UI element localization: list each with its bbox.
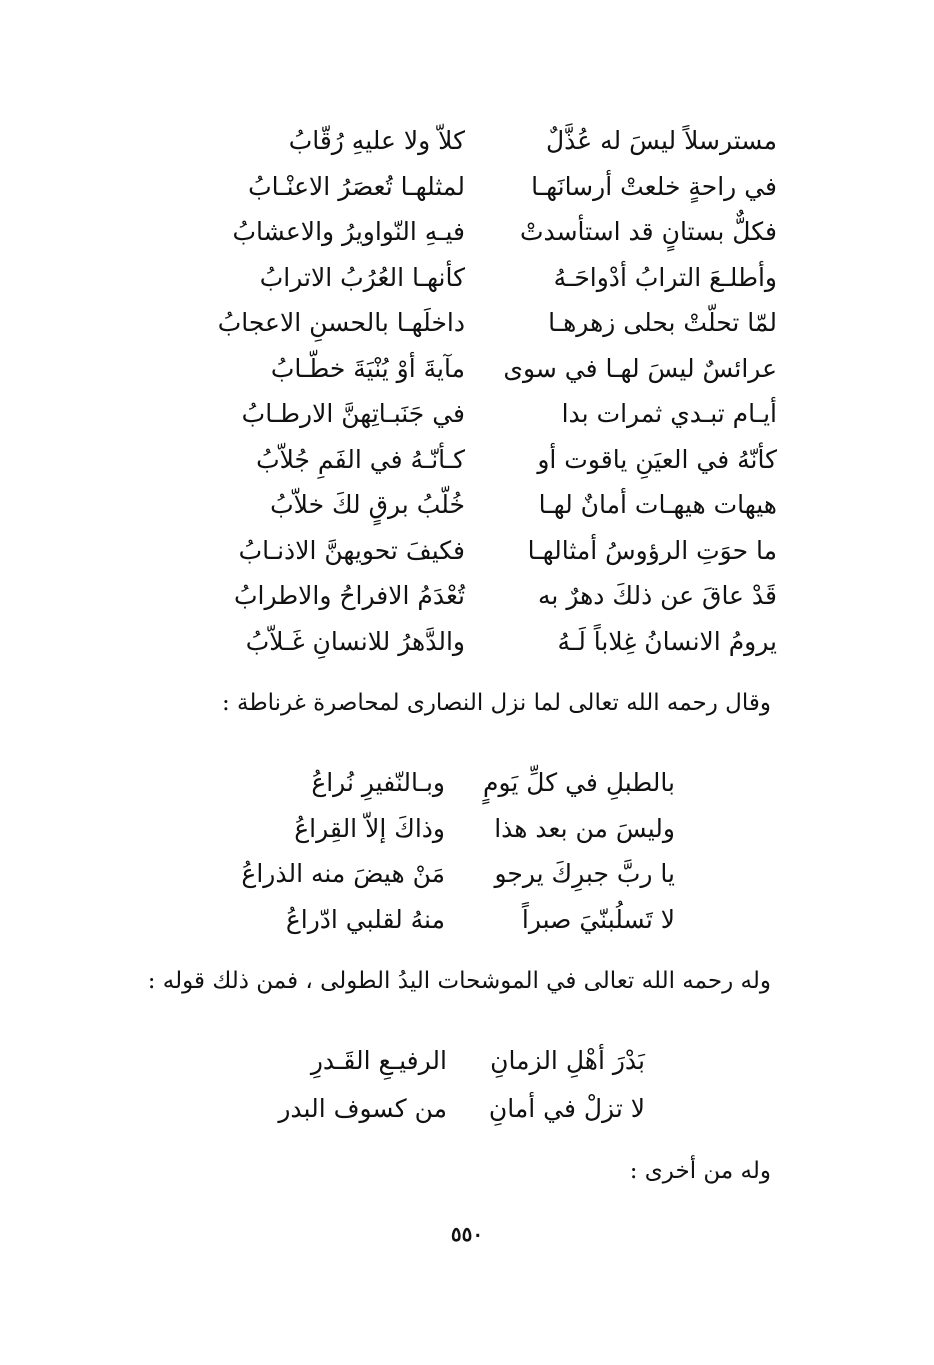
verse-line [150,300,777,346]
verse-second-hemistich: تُعْدَمُ الافراحُ والاطرابُ [234,581,465,610]
verse-line [235,897,675,943]
verse-first-hemistich: هيهات هيهـات أمانٌ لهـا [538,490,777,519]
poem-intro-another: وله من أخرى : [629,1158,771,1184]
verse-first-hemistich: بَدْرَ أهْلِ الزمانِ [490,1046,645,1075]
verse-second-hemistich: لمثلهـا تُعصَرُ الاعنْـابُ [248,171,465,201]
verse-first-hemistich: قَدْ عاقَ عن ذلكَ دهرٌ به [538,581,777,610]
poem-intro-muwashshahat: وله رحمه الله تعالى في الموشحات اليدُ الطولى ، فمن ذلك قوله : [147,968,771,994]
verse-line [150,209,777,255]
verse-second-hemistich: كلاّ ولا عليهِ رُقّابُ [288,126,465,155]
poem-main [150,118,777,664]
verse-second-hemistich: من كسوف البدر [278,1094,447,1123]
page-number: ٥٥٠ [450,1222,484,1246]
verse-line [150,391,777,437]
verse-second-hemistich: منهُ لقلبي ادّراعُ [285,904,445,934]
verse-first-hemistich: في راحةٍ خلعتْ أرسانَهـا [531,171,777,201]
verse-line [150,255,777,301]
verse-first-hemistich: فكلٌّ بستانٍ قد استأسدتْ [519,217,777,246]
verse-line [150,528,777,574]
verse-second-hemistich: وبـالنّفيرِ نُراعُ [311,768,445,797]
poem-muwashshah [270,1037,645,1133]
verse-line [150,164,777,210]
verse-first-hemistich: لمّا تحلّتْ بحلى زهرهـا [548,308,777,337]
verse-first-hemistich: مسترسلاً ليسَ له عُذَّلٌ [546,126,777,155]
verse-first-hemistich: بالطبلِ في كلِّ يَومٍ [483,768,675,797]
verse-second-hemistich: في جَنَبـاتِهنَّ الارطـابُ [241,399,465,428]
verse-line [150,346,777,392]
verse-second-hemistich: كأنهـا العُرُبُ الاترابُ [259,262,465,292]
verse-second-hemistich: فكيفَ تحويهنَّ الاذنـابُ [238,535,465,565]
verse-second-hemistich: وذاكَ إلاّ القِراعُ [294,813,445,843]
verse-second-hemistich: مآيةَ أوْ يُنْيَةَ خطّـابُ [270,353,465,383]
verse-line [270,1085,645,1133]
verse-first-hemistich: وليسَ من بعد هذا [494,813,675,843]
verse-second-hemistich: فيـهِ النّواويرُ والاعشابُ [232,217,465,246]
verse-first-hemistich: أيـام تبـدي ثمرات بدا [561,399,777,428]
verse-second-hemistich: كـأنّـهُ في الفَمِ جُلاّبُ [256,444,465,474]
verse-first-hemistich: يرومُ الانسانُ غِلاباً لَـهُ [557,626,777,656]
verse-first-hemistich: لا تزلْ في أمانِ [488,1094,645,1123]
verse-second-hemistich: مَنْ هيضَ منه الذراعُ [241,859,445,888]
verse-line [235,806,675,852]
poem-intro-siege-granada: وقال رحمه الله تعالى لما نزل النصارى لمحاصرة غرناطة : [221,690,771,716]
verse-second-hemistich: خُلّبُ برقٍ لكَ خلاّبُ [270,490,465,519]
verse-line [235,851,675,897]
verse-line [150,118,777,164]
verse-line [150,573,777,619]
verse-line [150,482,777,528]
verse-line [150,619,777,665]
verse-line [235,760,675,806]
verse-first-hemistich: عرائسٌ ليسَ لهـا في سوى [503,353,777,383]
verse-first-hemistich: وأطلـعَ الترابُ أدْواحَـهُ [553,262,777,292]
verse-first-hemistich: لا تَسلُبنّيَ صبراً [521,904,675,934]
verse-first-hemistich: يا ربَّ جبرِكَ يرجو [494,859,675,888]
verse-second-hemistich: والدَّهرُ للانسانِ غَـلاّبُ [245,626,465,656]
verse-line [270,1037,645,1085]
verse-first-hemistich: كأنّهُ في العيَنِ ياقوت أو [537,444,777,474]
poem-drums [235,760,675,942]
verse-second-hemistich: داخلَهـا بالحسنِ الاعجابُ [217,308,465,337]
verse-first-hemistich: ما حوَتِ الرؤوسُ أمثالهـا [527,535,777,565]
verse-line [150,437,777,483]
verse-second-hemistich: الرفيـعِ القَـدرِ [310,1046,447,1075]
